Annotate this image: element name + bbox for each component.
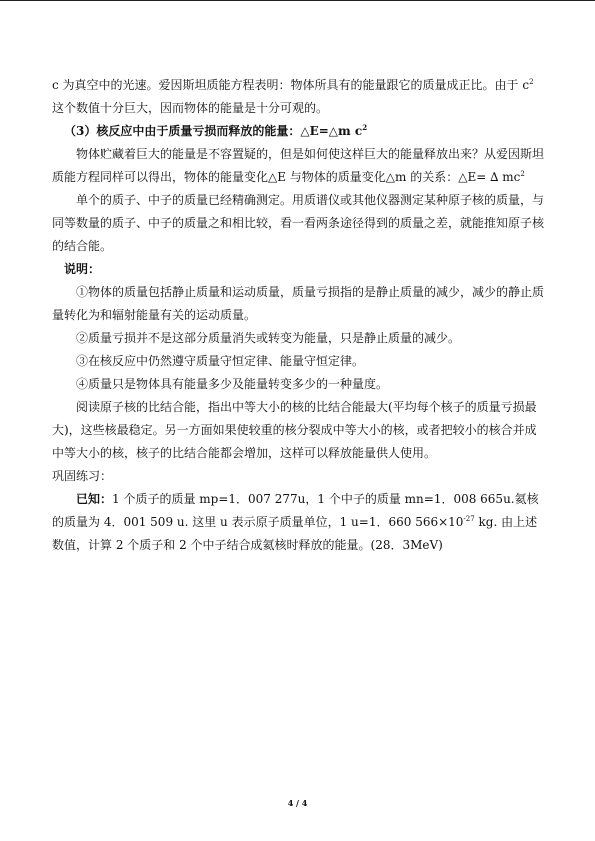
text-span: 这个数值十分巨大，因而物体的能量是十分可观的。 — [52, 101, 329, 115]
text-span: 物体贮藏着巨大的能量是不容置疑的，但是如何使这样巨大的能量释放出来？从爱因斯坦质能方程同样可以得出，物体的能量变化△E 与物体的质量变化△m 的关系：△E= ∆ mc — [52, 147, 545, 184]
heading-text: （3）核反应中由于质量亏损而释放的能量：△E=△m c — [64, 124, 363, 138]
paragraph-energy-release — [52, 143, 544, 189]
header-rule — [0, 0, 595, 1]
paragraph-binding-energy: 单个的质子、中子的质量已经精确测定。用质谱仪或其他仪器测定某种原子核的质量，与同等数量的质子、中子的质量之和相比较，看一看两条途径得到的质量之差，就能推知原子核的结合能。 — [52, 193, 545, 253]
exercise-problem — [52, 488, 544, 557]
section-heading — [52, 120, 544, 143]
page-number: 4 / 4 — [287, 798, 308, 808]
text-span: 1 个质子的质量 mp=1．007 277u，1 个中子的质量 mn=1．008 665u.氦核的质量为 4．001 509 u. 这里 u 表示原子质量单位，1 u=1．660 566×10 — [52, 492, 539, 529]
paragraph-mass-energy — [52, 74, 544, 120]
superscript: -27 — [463, 515, 475, 523]
page-body — [52, 74, 544, 557]
note-item-3: ③在核反应中仍然遵守质量守恒定律、能量守恒定律。 — [76, 354, 365, 368]
note-item-2: ②质量亏损并不是这部分质量消失或转变为能量，只是静止质量的减少。 — [76, 331, 461, 345]
text-span: c 为真空中的光速。爱因斯坦质能方程表明：物体所具有的能量跟它的质量成正比。由于 c — [52, 78, 530, 92]
note-label — [52, 258, 544, 281]
text-span: kg. 由上述数值，计算 2 个质子和 2 个中子结合成氦核时释放的能量。(28．3MeV) — [52, 515, 538, 552]
given-label: 已知： — [76, 492, 113, 506]
paragraph-specific-binding-energy: 阅读原子核的比结合能，指出中等大小的核的比结合能最大(平均每个核子的质量亏损最大)，这些核最稳定。另一方面如果使较重的核分裂成中等大小的核，或者把较小的核合并成中等大小的核，核子的比结合能都会增加，这样可以释放能量供人使用。 — [52, 400, 537, 460]
exercise-label: 巩固练习： — [52, 469, 113, 483]
note-item-1: ①物体的质量包括静止质量和运动质量，质量亏损指的是静止质量的减少，减少的静止质量转化为和辐射能量有关的运动质量。 — [52, 285, 545, 322]
superscript: 2 — [529, 78, 534, 86]
superscript: 2 — [362, 123, 368, 132]
note-label-text: 说明： — [64, 262, 101, 276]
note-item-4: ④质量只是物体具有能量多少及能量转变多少的一种量度。 — [76, 377, 389, 391]
superscript: 2 — [520, 170, 525, 178]
